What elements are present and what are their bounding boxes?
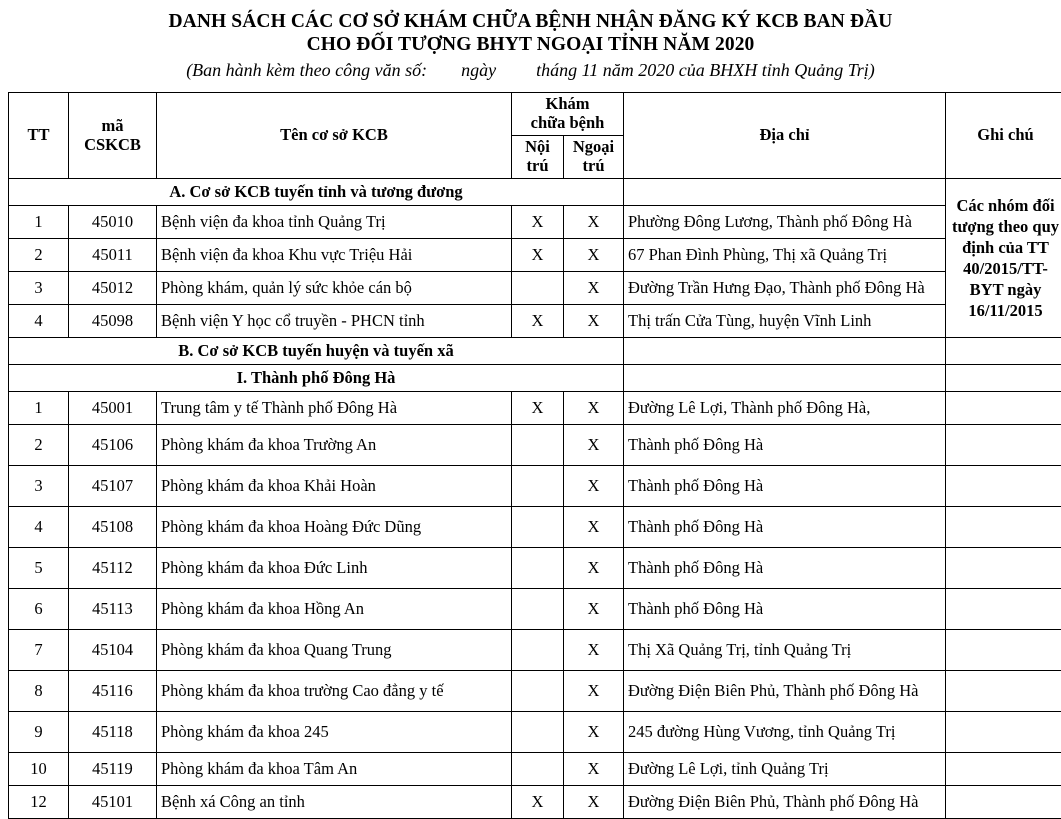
- cell-ghi-chu: [946, 753, 1061, 786]
- cell-ngoai-tru: X: [564, 425, 624, 466]
- cell-ma: 45098: [69, 305, 157, 338]
- subtitle-prefix: (Ban hành kèm theo công văn số:: [186, 60, 427, 80]
- cell-ten: Phòng khám đa khoa 245: [157, 712, 512, 753]
- cell-dia-chi: Đường Trần Hưng Đạo, Thành phố Đông Hà: [624, 272, 946, 305]
- cell-noi-tru: [512, 589, 564, 630]
- table-row: [9, 272, 1061, 305]
- table-row: [9, 206, 1061, 239]
- cell-dia-chi: Đường Lê Lợi, tỉnh Quảng Trị: [624, 753, 946, 786]
- header-ma-line-1: mã: [73, 117, 152, 136]
- cell-tt: 10: [9, 753, 69, 786]
- table-row: [9, 630, 1061, 671]
- table-row: [9, 305, 1061, 338]
- cell-noi-tru: [512, 630, 564, 671]
- cell-ghi-chu: [946, 466, 1061, 507]
- section-row-a: [9, 179, 1061, 206]
- cell-ghi-chu: [946, 425, 1061, 466]
- header-noi-line-2: trú: [516, 157, 559, 176]
- cell-tt: 6: [9, 589, 69, 630]
- cell-noi-tru: [512, 507, 564, 548]
- header-tt: TT: [9, 93, 69, 179]
- section-b1-ghichu-empty: [946, 365, 1061, 392]
- table-row: [9, 239, 1061, 272]
- cell-ten: Phòng khám đa khoa Trường An: [157, 425, 512, 466]
- document-header: [8, 10, 1053, 82]
- section-row-b1: [9, 365, 1061, 392]
- header-ghi-chu: Ghi chú: [946, 93, 1061, 179]
- cell-ten: Phòng khám đa khoa Hoàng Đức Dũng: [157, 507, 512, 548]
- cell-noi-tru: [512, 753, 564, 786]
- cell-ma: 45113: [69, 589, 157, 630]
- table-row: [9, 425, 1061, 466]
- document-title-line-1: DANH SÁCH CÁC CƠ SỞ KHÁM CHỮA BỆNH NHẬN ĐĂNG KÝ KCB BAN ĐẦU: [8, 10, 1053, 33]
- cell-tt: 4: [9, 507, 69, 548]
- cell-dia-chi: Thành phố Đông Hà: [624, 507, 946, 548]
- cell-ma: 45106: [69, 425, 157, 466]
- cell-tt: 8: [9, 671, 69, 712]
- cell-ten: Bệnh viện đa khoa Khu vực Triệu Hải: [157, 239, 512, 272]
- cell-ngoai-tru: X: [564, 712, 624, 753]
- cell-ma: 45112: [69, 548, 157, 589]
- table-row: [9, 671, 1061, 712]
- header-ngoai-tru: [564, 136, 624, 179]
- document-title-line-2: CHO ĐỐI TƯỢNG BHYT NGOẠI TỈNH NĂM 2020: [8, 33, 1053, 56]
- cell-ngoai-tru: X: [564, 548, 624, 589]
- cell-tt: 9: [9, 712, 69, 753]
- cell-ghi-chu: [946, 392, 1061, 425]
- cell-ten: Phòng khám, quản lý sức khỏe cán bộ: [157, 272, 512, 305]
- cell-noi-tru: [512, 712, 564, 753]
- cell-ma: 45118: [69, 712, 157, 753]
- cell-noi-tru: X: [512, 392, 564, 425]
- cell-ma: 45101: [69, 786, 157, 819]
- cell-ten: Phòng khám đa khoa Quang Trung: [157, 630, 512, 671]
- header-ngoai-line-1: Ngoại: [568, 138, 619, 157]
- cell-ngoai-tru: X: [564, 466, 624, 507]
- table-header: [9, 93, 1061, 179]
- cell-dia-chi: Đường Điện Biên Phủ, Thành phố Đông Hà: [624, 786, 946, 819]
- header-dia-chi: Địa chỉ: [624, 93, 946, 179]
- cell-ngoai-tru: X: [564, 272, 624, 305]
- cell-tt: 2: [9, 239, 69, 272]
- document-subtitle: [8, 59, 1053, 82]
- header-row-1: [9, 93, 1061, 136]
- cell-dia-chi: Thành phố Đông Hà: [624, 466, 946, 507]
- header-ngoai-line-2: trú: [568, 157, 619, 176]
- cell-tt: 1: [9, 206, 69, 239]
- cell-noi-tru: X: [512, 239, 564, 272]
- table-row: [9, 507, 1061, 548]
- cell-ten: Phòng khám đa khoa Hồng An: [157, 589, 512, 630]
- section-b-diachi-empty: [624, 338, 946, 365]
- subtitle-mid-1: ngày: [461, 60, 496, 80]
- cell-ngoai-tru: X: [564, 671, 624, 712]
- cell-noi-tru: [512, 466, 564, 507]
- cell-ma: 45107: [69, 466, 157, 507]
- cell-ma: 45108: [69, 507, 157, 548]
- cell-tt: 7: [9, 630, 69, 671]
- ghi-chu-note: Các nhóm đối tượng theo quy định của TT 40/2015/TT-BYT ngày 16/11/2015: [946, 179, 1061, 338]
- cell-noi-tru: [512, 425, 564, 466]
- cell-noi-tru: X: [512, 305, 564, 338]
- table-row: [9, 786, 1061, 819]
- cell-ngoai-tru: X: [564, 630, 624, 671]
- cell-ngoai-tru: X: [564, 392, 624, 425]
- subtitle-mid-2: tháng 11 năm 2020 của BHXH tỉnh Quảng Trị): [536, 60, 875, 80]
- table-row: [9, 548, 1061, 589]
- cell-tt: 2: [9, 425, 69, 466]
- cell-dia-chi: Thị Xã Quảng Trị, tỉnh Quảng Trị: [624, 630, 946, 671]
- cell-tt: 3: [9, 466, 69, 507]
- cell-dia-chi: 67 Phan Đình Phùng, Thị xã Quảng Trị: [624, 239, 946, 272]
- cell-ma: 45119: [69, 753, 157, 786]
- cell-ngoai-tru: X: [564, 786, 624, 819]
- cell-ngoai-tru: X: [564, 305, 624, 338]
- table-row: [9, 753, 1061, 786]
- cell-dia-chi: 245 đường Hùng Vương, tỉnh Quảng Trị: [624, 712, 946, 753]
- section-a-diachi-empty: [624, 179, 946, 206]
- section-b1-diachi-empty: [624, 365, 946, 392]
- cell-ghi-chu: [946, 589, 1061, 630]
- section-label-b: B. Cơ sở KCB tuyến huyện và tuyến xã: [9, 338, 624, 365]
- cell-tt: 1: [9, 392, 69, 425]
- cell-ngoai-tru: X: [564, 239, 624, 272]
- cell-tt: 3: [9, 272, 69, 305]
- cell-ma: 45001: [69, 392, 157, 425]
- cell-ten: Bệnh viện Y học cổ truyền - PHCN tỉnh: [157, 305, 512, 338]
- cell-dia-chi: Đường Điện Biên Phủ, Thành phố Đông Hà: [624, 671, 946, 712]
- cell-ten: Bệnh xá Công an tỉnh: [157, 786, 512, 819]
- section-label-a: A. Cơ sở KCB tuyến tỉnh và tương đương: [9, 179, 624, 206]
- cell-ghi-chu: [946, 671, 1061, 712]
- header-kcb-line-1: Khám: [516, 95, 619, 114]
- section-row-b: [9, 338, 1061, 365]
- cell-noi-tru: X: [512, 786, 564, 819]
- cell-noi-tru: [512, 548, 564, 589]
- table-row: [9, 466, 1061, 507]
- cell-ngoai-tru: X: [564, 206, 624, 239]
- header-ma-cskcb: [69, 93, 157, 179]
- cell-ngoai-tru: X: [564, 507, 624, 548]
- cell-ma: 45012: [69, 272, 157, 305]
- cell-ma: 45104: [69, 630, 157, 671]
- cell-ma: 45010: [69, 206, 157, 239]
- cell-ghi-chu: [946, 630, 1061, 671]
- header-kham-chua-benh: [512, 93, 624, 136]
- cell-tt: 4: [9, 305, 69, 338]
- cell-ten: Phòng khám đa khoa Khải Hoàn: [157, 466, 512, 507]
- cell-tt: 5: [9, 548, 69, 589]
- cell-ma: 45116: [69, 671, 157, 712]
- header-noi-tru: [512, 136, 564, 179]
- section-label-b1: I. Thành phố Đông Hà: [9, 365, 624, 392]
- cell-dia-chi: Thành phố Đông Hà: [624, 589, 946, 630]
- table-body: [9, 179, 1061, 819]
- cell-ghi-chu: [946, 507, 1061, 548]
- cell-dia-chi: Thành phố Đông Hà: [624, 425, 946, 466]
- cell-ma: 45011: [69, 239, 157, 272]
- cell-dia-chi: Thị trấn Cửa Tùng, huyện Vĩnh Linh: [624, 305, 946, 338]
- cell-noi-tru: X: [512, 206, 564, 239]
- cell-ghi-chu: [946, 712, 1061, 753]
- header-kcb-line-2: chữa bệnh: [516, 114, 619, 133]
- table-row: [9, 392, 1061, 425]
- cell-ten: Phòng khám đa khoa trường Cao đẳng y tế: [157, 671, 512, 712]
- cell-ten: Trung tâm y tế Thành phố Đông Hà: [157, 392, 512, 425]
- cell-noi-tru: [512, 272, 564, 305]
- header-ma-line-2: CSKCB: [73, 136, 152, 155]
- cell-dia-chi: Phường Đông Lương, Thành phố Đông Hà: [624, 206, 946, 239]
- cell-noi-tru: [512, 671, 564, 712]
- cell-ten: Phòng khám đa khoa Tâm An: [157, 753, 512, 786]
- cell-ghi-chu: [946, 548, 1061, 589]
- table-row: [9, 712, 1061, 753]
- cell-ngoai-tru: X: [564, 753, 624, 786]
- cell-tt: 12: [9, 786, 69, 819]
- cell-dia-chi: Đường Lê Lợi, Thành phố Đông Hà,: [624, 392, 946, 425]
- table-row: [9, 589, 1061, 630]
- cell-dia-chi: Thành phố Đông Hà: [624, 548, 946, 589]
- header-ten-co-so: Tên cơ sở KCB: [157, 93, 512, 179]
- header-noi-line-1: Nội: [516, 138, 559, 157]
- cell-ngoai-tru: X: [564, 589, 624, 630]
- cell-ten: Phòng khám đa khoa Đức Linh: [157, 548, 512, 589]
- cell-ghi-chu: [946, 786, 1061, 819]
- section-b-ghichu-empty: [946, 338, 1061, 365]
- facilities-table: [8, 92, 1061, 819]
- cell-ten: Bệnh viện đa khoa tỉnh Quảng Trị: [157, 206, 512, 239]
